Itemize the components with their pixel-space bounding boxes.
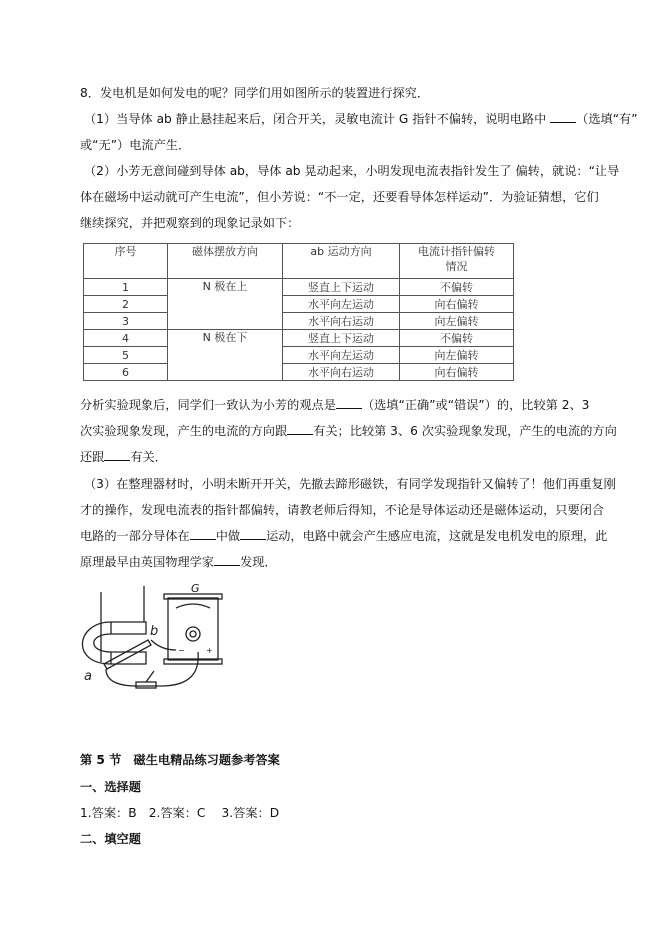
cell: 不偏转 [400,279,514,296]
text: 原理最早由英国物理学家 [80,555,215,569]
cell: 3 [84,313,168,330]
part3-line2: 才的操作，发现电流表的指针都偏转，请教老师后得知，不论是导体运动还是磁体运动，只要闭合 [80,503,605,517]
generator-apparatus-figure [66,582,236,694]
text: 中做 [215,529,241,543]
text: （选填“正确”或“错误”）的，比较第 2、3 [361,398,590,412]
part1-line1 [84,111,638,127]
table-row [84,364,514,381]
text: 运动，电路中就会产生感应电流，这就是发电机发电的原理，此 [266,529,608,543]
table-row [84,279,514,296]
part3-line3 [80,528,607,544]
answer-blank [550,111,576,123]
text: （选填“有” [576,112,638,126]
cell: 水平向右运动 [283,364,400,381]
cell: 竖直上下运动 [283,330,400,347]
table-row [84,347,514,364]
section1-answers: 1.答案：B 2.答案：C 3.答案：D [80,806,280,820]
text: 有关；比较第 3、6 次实验现象发现，产生的电流的方向 [313,424,617,438]
table-row [84,296,514,313]
cell: 水平向左运动 [283,296,400,313]
part1-line2: 或“无”）电流产生． [80,138,191,152]
cell: 5 [84,347,168,364]
cell: 不偏转 [400,330,514,347]
cell: 向左偏转 [400,347,514,364]
cell: 1 [84,279,168,296]
cell: 6 [84,364,168,381]
label-a: a [84,669,92,684]
cell: 向左偏转 [400,313,514,330]
part3-line4 [80,554,277,570]
header-cell: 电流计指针偏转情况 [400,244,514,279]
answer-blank [240,528,266,540]
answer-blank [190,528,216,540]
text: 有关． [130,450,167,464]
results-table [83,243,514,381]
cell: 向右偏转 [400,364,514,381]
header-cell: 序号 [84,244,168,279]
analysis-line2 [80,423,617,439]
cell: 水平向左运动 [283,347,400,364]
text: （1）当导体 ab 静止悬挂起来后，闭合开关，灵敏电流计 G 指针不偏转，说明电路中 [84,112,547,126]
label-plus: + [206,646,213,655]
part2-line2: 体在磁场中运动就可产生电流”，但小芳说：“不一定，还要看导体怎样运动”．为验证猜想，它们 [80,190,599,204]
answer-blank [104,449,130,461]
text: 次实验现象发现，产生的电流的方向跟 [80,424,288,438]
cell: N 极在下 [168,330,283,381]
text: 电路的一部分导体在 [80,529,190,543]
table-header-row [84,244,514,279]
text: 分析实验现象后，同学们一致认为小芳的观点是 [80,398,336,412]
table-row [84,313,514,330]
section2-heading: 二、填空题 [80,832,141,846]
answer-blank [287,423,313,435]
label-g: G [191,582,200,595]
label-minus: − [178,646,185,655]
label-b: b [150,624,159,639]
switch-icon [136,682,156,688]
analysis-line1 [80,397,589,413]
text: 还跟 [80,450,105,464]
answers-title: 第 5 节 磁生电精品练习题参考答案 [80,753,280,767]
cell: 向右偏转 [400,296,514,313]
part2-line1: （2）小芳无意间碰到导体 ab，导体 ab 晃动起来，小明发现电流表指针发生了 偏转，就说：“让导 [84,164,620,178]
part2-line3: 继续探究，并把观察到的现象记录如下： [80,216,300,230]
header-cell: 磁体摆放方向 [168,244,283,279]
cell: 4 [84,330,168,347]
cell: 水平向右运动 [283,313,400,330]
part3-line1: （3）在整理器材时，小明未断开开关，先撤去蹄形磁铁，有同学发现指针又偏转了！他们再重复刚 [84,477,616,491]
analysis-line3 [80,449,167,465]
section1-heading: 一、选择题 [80,780,141,794]
answer-blank [214,554,240,566]
table-row [84,330,514,347]
question-title: 8．发电机是如何发电的呢？同学们用如图所示的装置进行探究． [80,86,430,100]
cell: N 极在上 [168,279,283,330]
answer-blank [336,397,362,409]
text: 发现． [240,555,277,569]
header-cell: ab 运动方向 [283,244,400,279]
cell: 2 [84,296,168,313]
cell: 竖直上下运动 [283,279,400,296]
